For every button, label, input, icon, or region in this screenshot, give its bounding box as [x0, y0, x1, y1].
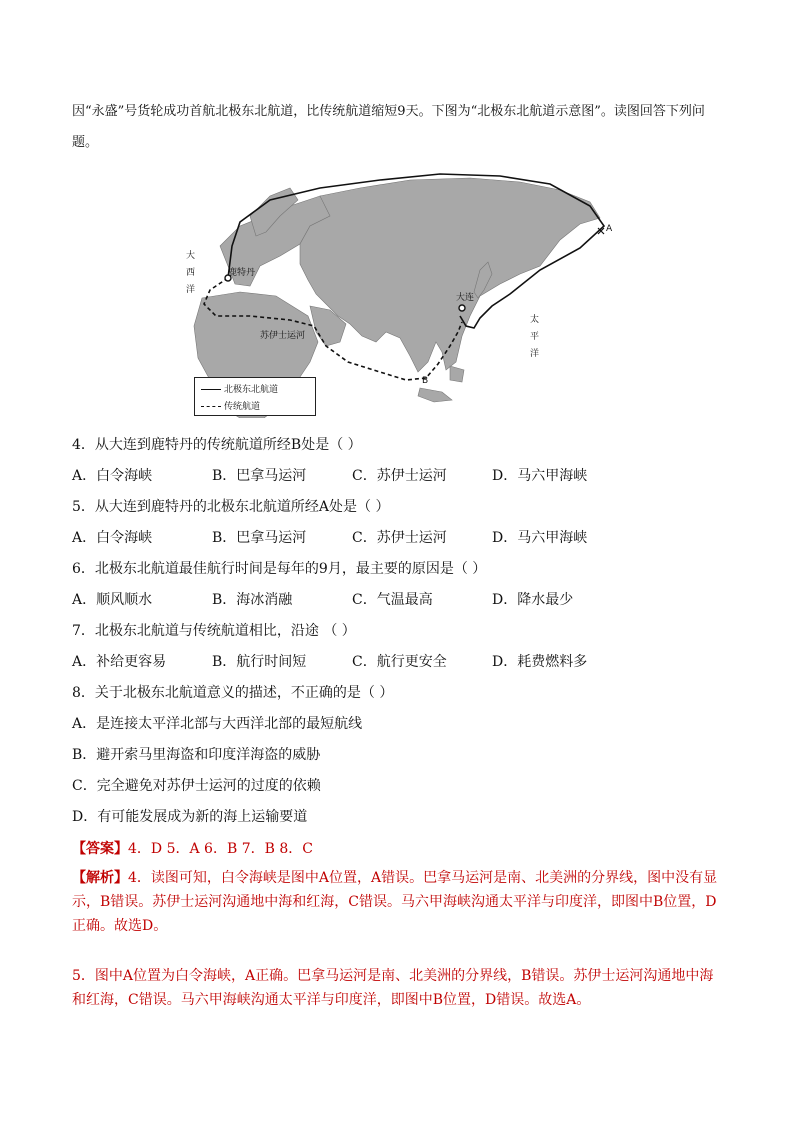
q6-option-a: A．顺风顺水: [72, 592, 153, 608]
answer-line: [72, 838, 313, 858]
legend-traditional-route: [201, 399, 260, 412]
indonesia-landmass: [418, 388, 452, 402]
q4-option-d: D．马六甲海峡: [492, 468, 588, 484]
analysis-q4-text: 4．读图可知，白令海峡是图中A位置，A错误。巴拿马运河是南、北美洲的分界线，图中没有显示，B错误。苏伊士运河沟通地中海和红海，C错误。马六甲海峡沟通太平洋与印度洋，即图中B位置，D正确。故选D。: [72, 870, 718, 934]
question-5-stem: 5．从大连到鹿特丹的北极东北航道所经A处是（ ）: [72, 499, 390, 515]
q8-option-d: D．有可能发展成为新的海上运输要道: [72, 809, 308, 825]
intro-text: 因“永盛”号货轮成功首航北极东北航道，比传统航道缩短9天。下图为“北极东北航道示意图”。读图回答下列问题。: [72, 104, 705, 150]
point-b-label: B: [422, 376, 429, 386]
suez-label: 苏伊士运河: [260, 331, 306, 341]
q7-option-d: D．耗费燃料多: [492, 654, 588, 670]
q7-option-b: B．航行时间短: [212, 654, 307, 670]
q6-option-c: C．气温最高: [352, 592, 433, 608]
q4-option-c: C．苏伊士运河: [352, 468, 447, 484]
q6-option-d: D．降水最少: [492, 592, 574, 608]
analysis-key-label: 【解析】: [72, 870, 128, 886]
q5-option-c: C．苏伊士运河: [352, 530, 447, 546]
legend-traditional-route-label: 传统航道: [224, 402, 261, 412]
question-7-stem: 7．北极东北航道与传统航道相比，沿途 （ ）: [72, 623, 356, 639]
q8-option-b: B．避开索马里海盗和印度洋海盗的威胁: [72, 747, 321, 763]
answer-text: 4．D 5．A 6．B 7．B 8．C: [128, 841, 313, 857]
question-4-stem: 4．从大连到鹿特丹的传统航道所经B处是（ ）: [72, 437, 362, 453]
solid-line-swatch: [201, 389, 221, 390]
legend-arctic-route-label: 北极东北航道: [224, 385, 279, 395]
pacific-label: 太平洋: [530, 315, 540, 359]
analysis-q5: [72, 964, 724, 1012]
q6-option-b: B．海冰消融: [212, 592, 293, 608]
point-a-label: A: [606, 224, 613, 234]
question-6-stem: 6．北极东北航道最佳航行时间是每年的9月，最主要的原因是（ ）: [72, 561, 487, 577]
q8-option-a: A．是连接太平洋北部与大西洋北部的最短航线: [72, 716, 363, 732]
rotterdam-label: 鹿特丹: [228, 268, 256, 278]
map-legend: [194, 377, 316, 416]
dalian-marker: [459, 305, 465, 311]
answer-key-label: 【答案】: [72, 841, 128, 857]
q4-option-b: B．巴拿马运河: [212, 468, 307, 484]
dalian-label: 大连: [456, 293, 475, 303]
legend-arctic-route: [201, 382, 278, 395]
asia-landmass: [300, 178, 600, 372]
q5-option-d: D．马六甲海峡: [492, 530, 588, 546]
q4-option-a: A．白令海峡: [72, 468, 153, 484]
question-8-stem: 8．关于北极东北航道意义的描述，不正确的是（ ）: [72, 685, 394, 701]
analysis-q4: [72, 866, 724, 938]
q7-option-a: A．补给更容易: [72, 654, 167, 670]
dashed-line-swatch: [201, 406, 221, 407]
q5-option-b: B．巴拿马运河: [212, 530, 307, 546]
arctic-route-map: [180, 166, 620, 418]
atlantic-label: 大西洋: [186, 251, 196, 295]
q5-option-a: A．白令海峡: [72, 530, 153, 546]
borneo-landmass: [450, 366, 464, 382]
q8-option-c: C．完全避免对苏伊士运河的过度的依赖: [72, 778, 321, 794]
analysis-q5-text: 5．图中A位置为白令海峡，A正确。巴拿马运河是南、北美洲的分界线，B错误。苏伊士运河沟通地中海和红海，C错误。马六甲海峡沟通太平洋与印度洋，即图中B位置，D错误。故选A。: [72, 968, 714, 1008]
q7-option-c: C．航行更安全: [352, 654, 447, 670]
